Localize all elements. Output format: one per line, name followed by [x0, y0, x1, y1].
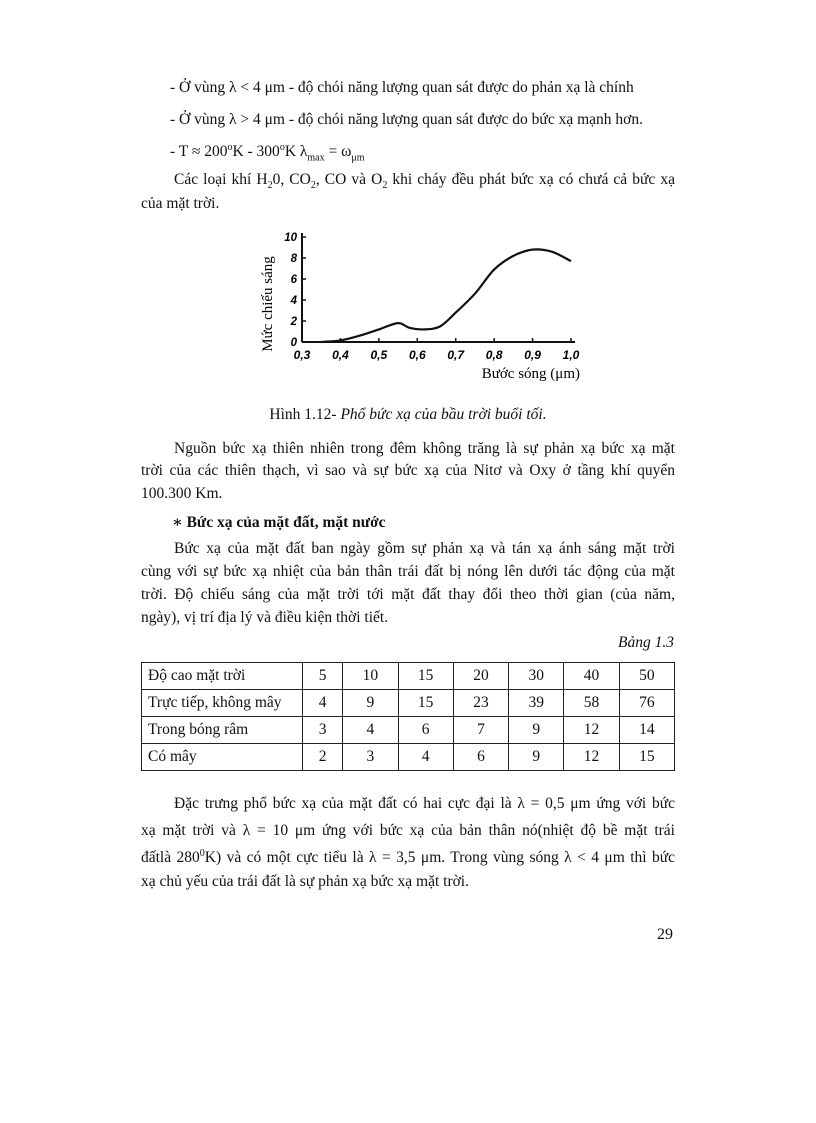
table-cell: 9 — [509, 717, 564, 744]
table-cell: 20 — [453, 663, 508, 690]
table-cell: 3 — [343, 744, 398, 771]
final-paragraph-line-1: Đặc trưng phổ bức xạ của mặt đất có hai cực đại là λ = 0,5 μm ứng với bức — [174, 795, 675, 812]
x-tick-label: 0,3 — [293, 348, 311, 362]
row-label: Trong bóng râm — [142, 717, 303, 744]
x-tick-label: 1,0 — [562, 348, 580, 362]
temp-sup-1: o — [227, 142, 233, 153]
figure-caption-title: Phổ bức xạ của bầu trời buổi tối. — [340, 406, 547, 423]
night-paragraph-line-1: Nguồn bức xạ thiên nhiên trong đêm không trăng là sự phản xạ bức xạ mặt — [174, 440, 675, 457]
figure-caption-prefix: Hình 1.12- — [269, 406, 341, 423]
final-paragraph-line-4: xạ chủ yếu của trái đất là sự phản xạ bức xạ mặt trời. — [141, 873, 469, 890]
final-sup: 0 — [199, 848, 205, 859]
table-cell: 6 — [453, 744, 508, 771]
gas-text-d: khi cháy đều phát bức xạ có chưá cả bức xạ — [387, 171, 675, 188]
gas-paragraph-line-1 — [174, 171, 675, 191]
table-cell: 9 — [509, 744, 564, 771]
final-text-a: đấtlà 280 — [141, 849, 200, 867]
table-cell: 5 — [303, 663, 343, 690]
gas-text-a: Các loại khí H — [174, 171, 268, 188]
y-axis-label: Mức chiếu sáng — [260, 256, 276, 352]
row-label: Trực tiếp, không mây — [142, 690, 303, 717]
table-cell: 76 — [619, 690, 674, 717]
table-cell: 50 — [619, 663, 674, 690]
y-tick-label: 10 — [284, 232, 297, 244]
gas-sub-2: 2 — [310, 180, 316, 192]
table-cell: 6 — [398, 717, 453, 744]
figure-caption — [0, 406, 816, 424]
gas-paragraph-line-2: của mặt trời. — [141, 195, 220, 212]
table-cell: 15 — [398, 690, 453, 717]
x-tick-label: 0,6 — [408, 348, 426, 362]
row-label: Có mây — [142, 744, 303, 771]
x-tick-label: 0,7 — [447, 348, 465, 362]
table-cell: 9 — [343, 690, 398, 717]
final-paragraph-line-3 — [141, 848, 675, 867]
table-cell: 14 — [619, 717, 674, 744]
gas-text-c: , CO và O — [315, 171, 383, 188]
table-row — [142, 717, 675, 744]
table-cell: 4 — [343, 717, 398, 744]
table-cell: 2 — [303, 744, 343, 771]
night-paragraph-line-3: 100.300 Km. — [141, 485, 223, 502]
table-cell: 10 — [343, 663, 398, 690]
table-row — [142, 690, 675, 717]
row-label: Độ cao mặt trời — [142, 663, 303, 690]
temp-text-3: K λ — [284, 143, 308, 161]
bullet-long-wave — [170, 111, 643, 129]
ground-paragraph-line-2: cùng với sự bức xạ nhiệt của bản thân trái đất bị nóng lên dưới tác động của mặt — [141, 563, 675, 580]
table-cell: 15 — [398, 663, 453, 690]
page-number: 29 — [657, 926, 673, 943]
gas-sub-1: 2 — [267, 180, 273, 192]
x-axis-label: Bước sóng (μm) — [481, 366, 580, 382]
x-tick-label: 0,4 — [332, 348, 349, 362]
y-tick-label: 0 — [290, 337, 297, 349]
table-cell: 3 — [303, 717, 343, 744]
ground-paragraph-line-3: trời. Độ chiếu sáng của mặt trời tới mặt đất thay đổi theo thời gian (của năm, — [141, 586, 675, 603]
y-tick-label: 2 — [290, 316, 297, 328]
bullet-short-wave — [170, 79, 634, 97]
table-cell: 58 — [564, 690, 619, 717]
gas-text-b: 0, CO — [272, 171, 311, 188]
table-cell: 15 — [619, 744, 674, 771]
gas-sub-3: 2 — [382, 180, 388, 192]
temp-text-2: K - 300 — [232, 143, 280, 161]
table-row — [142, 744, 675, 771]
table-cell: 23 — [453, 690, 508, 717]
y-tick-label: 4 — [290, 295, 297, 307]
final-text-b: K) và có một cực tiểu là λ = 3,5 μm. Trong vùng sóng λ < 4 μm thì bức — [204, 849, 676, 867]
final-paragraph-line-2: xạ mặt trời và λ = 10 μm ứng với bức xạ của bản thân nó(nhiệt độ bề mặt trái — [141, 822, 675, 839]
sun-height-table — [141, 662, 675, 771]
temp-sub-2: μm — [351, 152, 365, 164]
table-row — [142, 663, 675, 690]
bullet-temperature — [170, 142, 364, 163]
table-cell: 30 — [509, 663, 564, 690]
table-cell: 4 — [303, 690, 343, 717]
temp-sup-2: o — [279, 142, 285, 153]
table-cell: 40 — [564, 663, 619, 690]
spectrum-curve — [321, 249, 571, 342]
ground-paragraph-line-4: ngày), vị trí địa lý và điều kiện thời tiết. — [141, 609, 389, 626]
table-cell: 7 — [453, 717, 508, 744]
x-tick-label: 0,9 — [524, 348, 541, 362]
bullet-short-wave-text: - Ở vùng λ < 4 μm - độ chói năng lượng quan sát được do phản xạ là chính — [170, 79, 634, 96]
x-tick-label: 0,8 — [485, 348, 503, 362]
night-paragraph-line-2: trời của các thiên thạch, vì sao và sự bức xạ của Nitơ và Oxy ở tầng khí quyển — [141, 462, 675, 479]
table-caption: Bảng 1.3 — [618, 634, 674, 651]
temp-text-1: - T ≈ 200 — [170, 143, 228, 161]
table-cell: 39 — [509, 690, 564, 717]
bullet-long-wave-text: - Ở vùng λ > 4 μm - độ chói năng lượng quan sát được do bức xạ mạnh hơn. — [170, 111, 643, 128]
y-tick-label: 8 — [290, 253, 297, 265]
section-heading: ∗ Bức xạ của mặt đất, mặt nước — [172, 514, 386, 531]
table-cell: 4 — [398, 744, 453, 771]
temp-sub-1: max — [307, 152, 325, 164]
y-tick-label: 6 — [290, 274, 297, 286]
x-tick-label: 0,5 — [370, 348, 388, 362]
temp-text-4: = ω — [324, 143, 352, 161]
table-cell: 12 — [564, 744, 619, 771]
table-cell: 12 — [564, 717, 619, 744]
ground-paragraph-line-1: Bức xạ của mặt đất ban ngày gồm sự phản xạ và tán xạ ánh sáng mặt trời — [174, 540, 675, 557]
